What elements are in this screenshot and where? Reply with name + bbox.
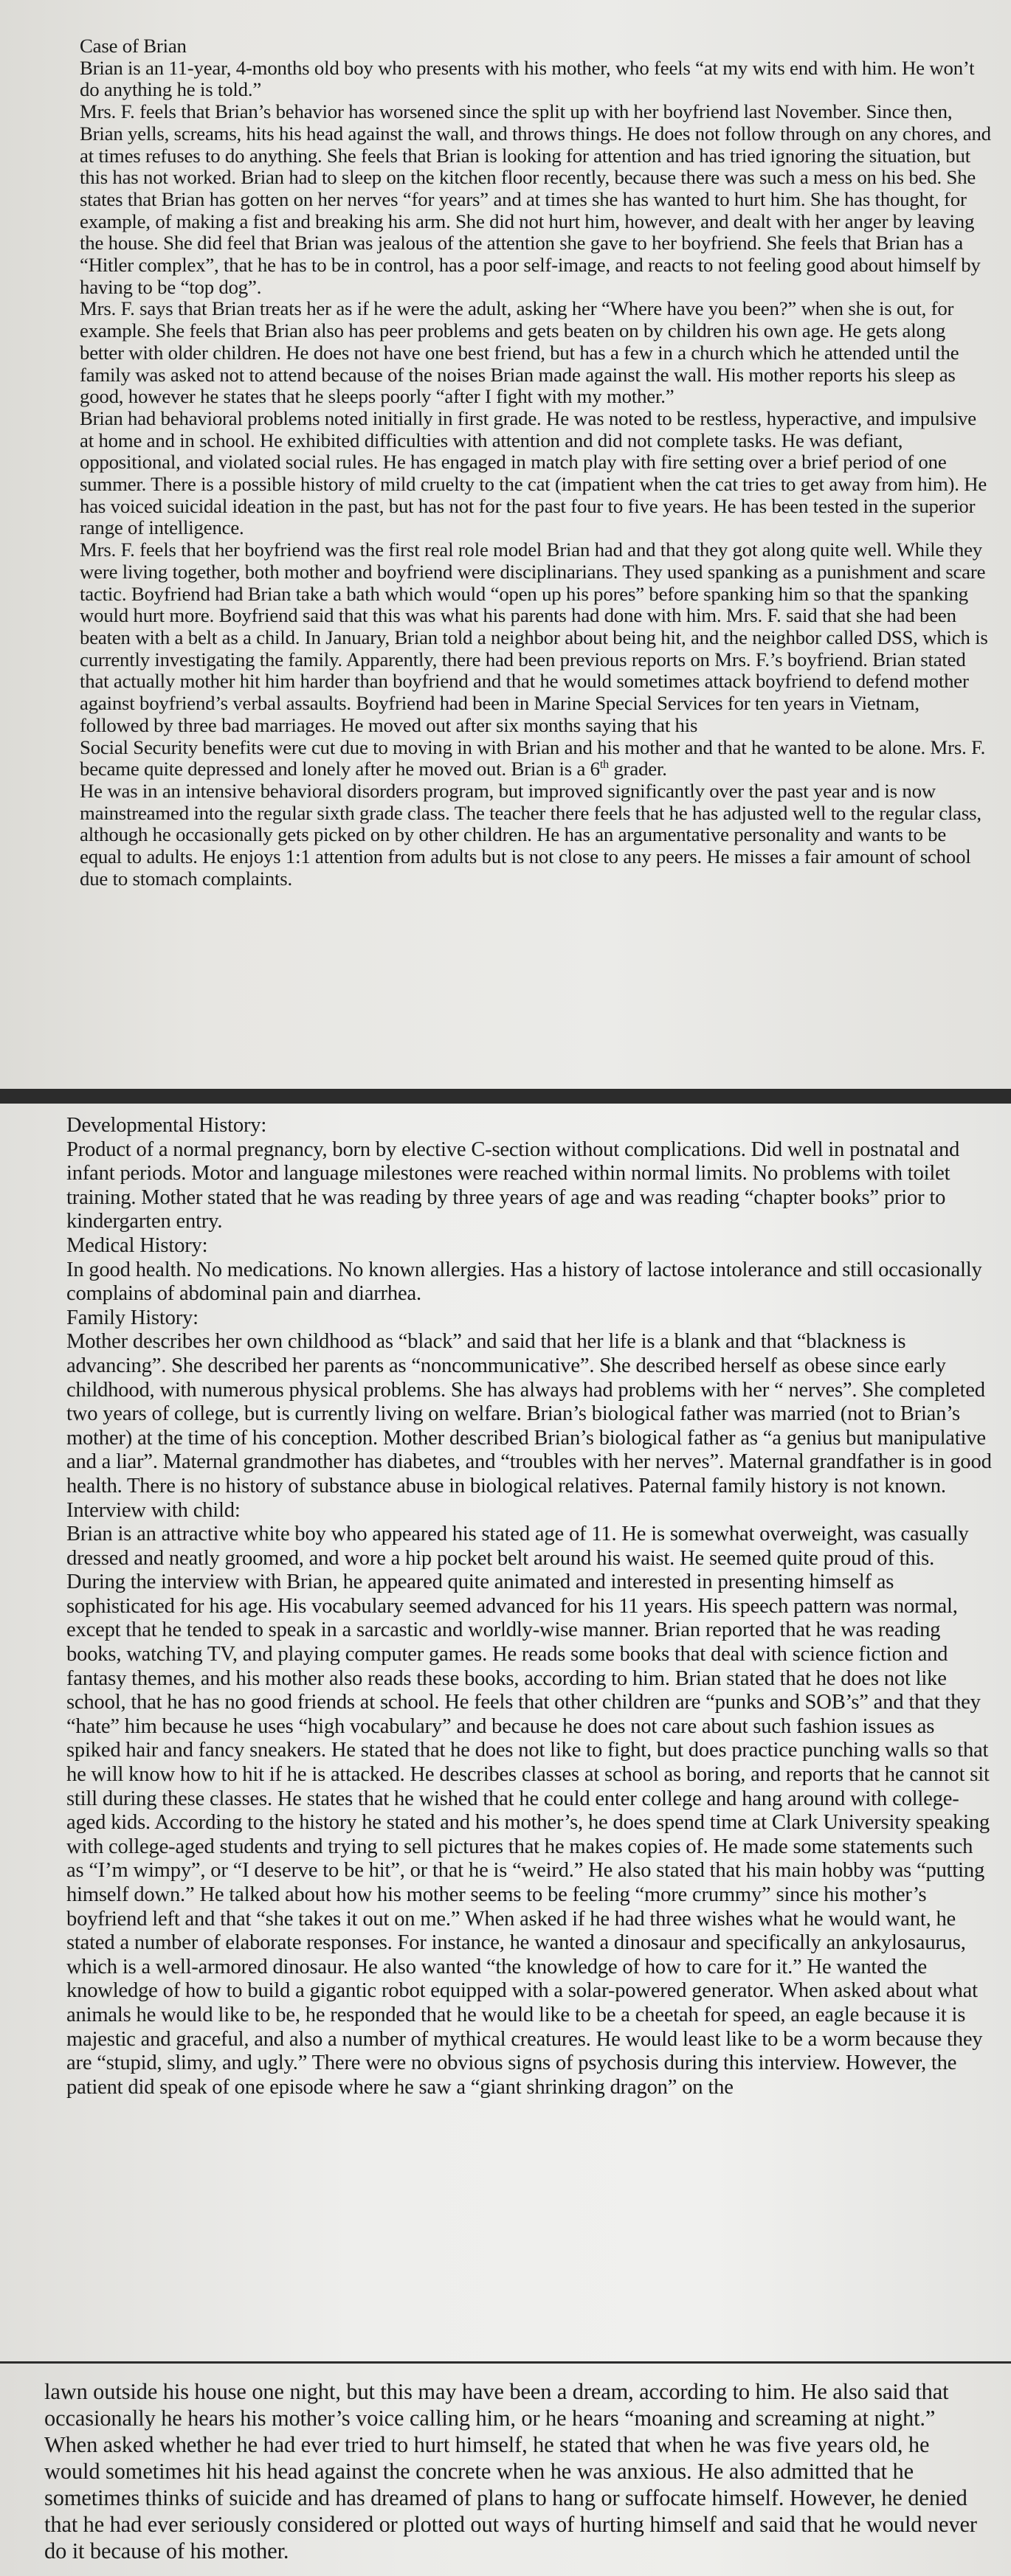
- family-history-heading: Family History:: [66, 1306, 199, 1329]
- interview-text: Brian is an attractive white boy who appeared his stated age of 11. He is somewhat overweight, was casually dressed and neatly groomed, and wore a hip pocket belt around his waist. He seemed quite proud of this. During the interview with Brian, he appeared quite animated and interested in presenting himself as sophisticated for his age. His vocabulary seemed advanced for his 11 years. His speech pattern was normal, except that he tended to speak in a sarcastic and worldly-wise manner. Brian reported that he was reading books, watching TV, and playing computer games. He reads some books that deal with science fiction and fantasy themes, and his mother also reads these books, according to him. Brian stated that he does not like school, that he has no good friends at school. He feels that other children are “punks and SOB’s” and that they “hate” him because he uses “high vocabulary” and because he does not care about such fashion issues as spiked hair and fancy sneakers. He stated that he does not like to fight, but does practice punching walls so that he will know how to hit if he is attacked. He describes classes at school as boring, and reports that he cannot sit still during these classes. He states that he wished that he could enter college and hang around with college-aged kids. According to the history he stated and his mother’s, he does spend time at Clark University speaking with college-aged students and trying to sell pictures that he makes copies of. He made some statements such as “I’m wimpy”, or “I deserve to be hit”, or that he is “weird.” He also stated that his main hobby was “putting himself down.” He talked about how his mother seems to be feeling “more crummy” since his mother’s boyfriend left and that “she takes it out on me.” When asked if he had three wishes what he would want, he stated a number of elaborate responses. For instance, he wanted a dinosaur and specifically an ankylosaurus, which is a well-armored dinosaur. He also wanted “the knowledge of how to care for it.” He wanted the knowledge of how to build a gigantic robot equipped with a solar-powered generator. When asked about what animals he would like to be, he responded that he would like to be a cheetah for speed, an eagle because it is majestic and graceful, and also a number of mythical creatures. He would least like to be a worm because they are “stupid, slimy, and ugly.” There were no obvious signs of psychosis during this interview. However, the patient did speak of one episode where he saw a “giant shrinking dragon” on the: [66, 1523, 990, 2099]
- document-page-1: [0, 0, 1011, 1089]
- family-history-text: Mother describes her own childhood as “black” and said that her life is a blank and that “blackness is advancing”. She described her parents as “noncommunicative”. She described herself as obese since early childhood, with numerous physical problems. She has always had problems with her “ nerves”. She completed two years of college, but is currently living on welfare. Brian’s biological father was married (not to Brian’s mother) at the time of his conception. Mother described Brian’s biological father as “a genius but manipulative and a liar”. Maternal grandmother has diabetes, and “troubles with her nerves”. Maternal grandfather is in good health. There is no history of substance abuse in biological relatives. Paternal family history is not known.: [66, 1330, 992, 1498]
- paragraph-school-program: He was in an intensive behavioral disorders program, but improved significantly over the past year and is now mainstreamed into the regular sixth grade class. The teacher there feels that he has adjusted well to the regular class, although he occasionally gets picked on by other children. He has an argumentative personality and wants to be equal to adults. He enjoys 1:1 attention from adults but is not close to any peers. He misses a fair amount of school due to stomach complaints.: [80, 779, 981, 890]
- paragraph-presentation: Brian is an 11-year, 4-months old boy who presents with his mother, who feels “at my wits end with him. He won’t do anything he is told.”: [80, 56, 975, 101]
- medical-history-text: In good health. No medications. No known allergies. Has a history of lactose intolerance and still occasionally complains of abdominal pain and diarrhea.: [66, 1258, 982, 1306]
- case-title: Case of Brian: [80, 35, 187, 57]
- interview-heading: Interview with child:: [66, 1498, 241, 1522]
- developmental-history-heading: Developmental History:: [66, 1114, 267, 1137]
- paragraph-boyfriend: Mrs. F. feels that her boyfriend was the first real role model Brian had and that they got along quite well. While they were living together, both mother and boyfriend were disciplinarians. They used spanking as a punishment and scare tactic. Boyfriend had Brian take a bath which would “open up his pores” before spanking him so that the spanking would hurt more. Boyfriend said that this was what his parents had done with him. Mrs. F. said that she had been beaten with a belt as a child. In January, Brian told a neighbor about being hit, and the neighbor called DSS, which is currently investigating the family. Apparently, there had been previous reports on Mrs. F.’s boyfriend. Brian stated that actually mother hit him harder than boyfriend and that he would sometimes attack boyfriend to defend mother against boyfriend’s verbal assaults. Boyfriend had been in Marine Special Services for ten years in Vietnam, followed by three bad marriages. He moved out after six months saying that his: [80, 539, 988, 736]
- grade-tail: grader.: [608, 758, 667, 780]
- document-page-3: [0, 2364, 1011, 2576]
- document-page-2: [0, 1104, 1011, 2361]
- developmental-history-text: Product of a normal pregnancy, born by elective C-section without complications. Did well in postnatal and infant periods. Motor and language milestones were reached within normal limits. No problems with toilet training. Mother stated that he was reading by three years of age and was reading “chapter books” prior to kindergarten entry.: [66, 1138, 960, 1233]
- interview-continuation-text: lawn outside his house one night, but this may have been a dream, according to him. He also said that occasionally he hears his mother’s voice calling him, or he hears “moaning and screaming at night.” When asked whether he had ever tried to hurt himself, he stated that when he was five years old, he would sometimes hit his head against the concrete when he was anxious. He also admitted that he sometimes thinks of suicide and has dreamed of plans to hang or suffocate himself. However, he denied that he had ever seriously considered or plotted out ways of hurting himself and said that he would never do it because of his mother.: [44, 2379, 977, 2563]
- grade-text: Social Security benefits were cut due to moving in with Brian and his mother and that he wanted to be alone. Mrs. F. became quite depressed and lonely after he moved out. Brian is a 6: [80, 735, 986, 780]
- medical-history-heading: Medical History:: [66, 1233, 208, 1257]
- paragraph-mother-report: Mrs. F. feels that Brian’s behavior has worsened since the split up with her boyfriend last November. Since then, Brian yells, screams, hits his head against the wall, and throws things. He does not follow through on any chores, and at times refuses to do anything. She feels that Brian is looking for attention and has tried ignoring the situation, but this has not worked. Brian had to sleep on the kitchen floor recently, because there was such a mess on his bed. She states that Brian has gotten on her nerves “for years” and at times she has wanted to hurt him. She has thought, for example, of making a fist and breaking his arm. She did not hurt him, however, and dealt with her anger by leaving the house. She did feel that Brian was jealous of the attention she gave to her boyfriend. She feels that Brian has a “Hitler complex”, that he has to be in control, has a poor self-image, and reacts to not feeling good about himself by having to be “top dog”.: [80, 100, 991, 298]
- paragraph-social-security: [80, 737, 992, 780]
- grade-suffix: th: [599, 758, 609, 772]
- paragraph-adult-treatment: Mrs. F. says that Brian treats her as if he were the adult, asking her “Where have you been?” when she is out, for example. She feels that Brian also has peer problems and gets beaten on by children his own age. He gets along better with older children. He does not have one best friend, but has a few in a church which he attended until the family was asked not to attend because of the noises Brian made against the wall. His mother reports his sleep as good, however he states that he sleeps poorly “after I fight with my mother.”: [80, 297, 959, 408]
- paragraph-behavior-history: Brian had behavioral problems noted initially in first grade. He was noted to be restless, hyperactive, and impulsive at home and in school. He exhibited difficulties with attention and did not complete tasks. He was defiant, oppositional, and violated social rules. He has engaged in match play with fire setting over a brief period of one summer. There is a possible history of mild cruelty to the cat (impatient when the cat tries to get away from him). He has voiced suicidal ideation in the past, but has not for the past four to five years. He has been tested in the superior range of intelligence.: [80, 406, 987, 539]
